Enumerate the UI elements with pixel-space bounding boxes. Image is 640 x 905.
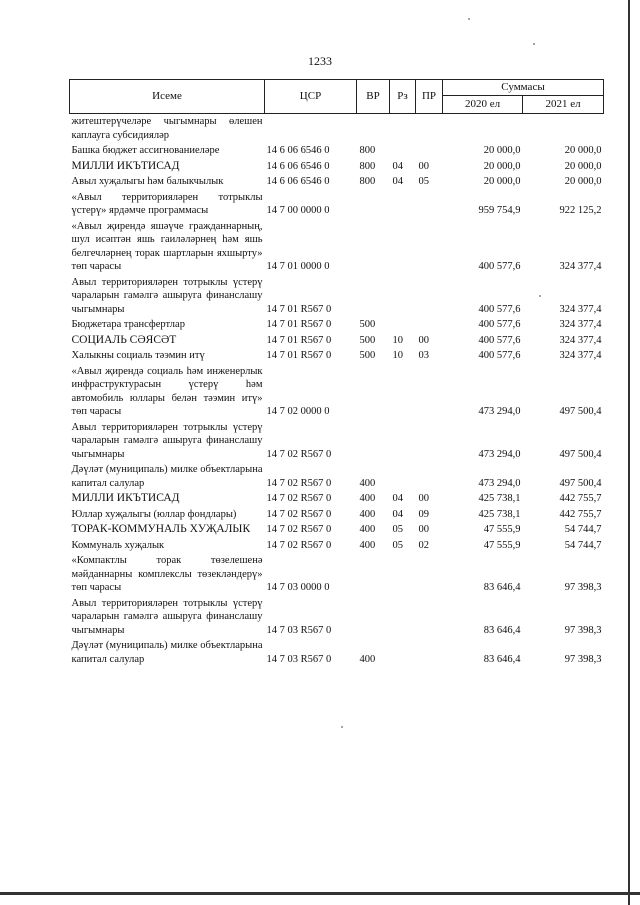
row-vr: 800 (359, 145, 376, 156)
row-csr-code: 14 7 02 R567 0 (266, 539, 332, 551)
row-sum-2021: 324 377,4 (559, 334, 602, 346)
table-row (70, 638, 604, 667)
row-vr: 800 (359, 160, 376, 172)
row-name: МИЛЛИ ИКЪТИСАД (71, 492, 180, 504)
row-sum-2020: 47 555,9 (483, 524, 521, 535)
row-sum-2020: 83 646,4 (483, 582, 521, 593)
row-sum-2021: 97 398,3 (564, 653, 602, 665)
row-vr: 400 (359, 653, 376, 665)
table-row (70, 420, 604, 463)
row-sum-2020: 425 738,1 (478, 508, 521, 520)
table-row (70, 190, 604, 219)
row-sum-2021: 54 744,7 (564, 524, 602, 535)
page-number: 1233 (308, 54, 332, 68)
row-name: «Компактлы торак төзелешенә мәйданнарны комплекслы төзекләндерү» төп чарасы (71, 555, 263, 593)
row-csr-code: 14 7 03 R567 0 (266, 653, 332, 665)
row-vr: 500 (359, 350, 376, 361)
row-pr: 00 (418, 493, 429, 504)
header-csr: ЦСР (265, 80, 357, 114)
row-sum-2021: 324 377,4 (559, 261, 602, 272)
row-pr: 00 (418, 334, 429, 346)
row-pr: 00 (418, 524, 429, 535)
row-sum-2020: 400 577,6 (478, 350, 521, 361)
row-rz: 04 (392, 160, 403, 172)
row-sum-2020: 400 577,6 (478, 303, 521, 315)
row-name: Халыкны социаль тәэмин итү (71, 350, 205, 361)
row-sum-2020: 959 754,9 (478, 205, 521, 216)
row-pr (416, 275, 443, 318)
row-vr: 800 (359, 176, 376, 187)
table-row (70, 522, 604, 538)
row-rz (390, 317, 416, 333)
row-csr-code: 14 7 01 0000 0 (266, 261, 330, 272)
row-sum-2021: 922 125,2 (559, 205, 602, 216)
table-row (70, 174, 604, 190)
row-name: Авыл территорияләрен тотрыклы үстерү чараларын гамәлгә ашыруга финанслашу чыгымнары (71, 276, 263, 315)
row-sum-2020: 400 577,6 (478, 334, 521, 346)
row-name: Дәүләт (муниципаль) милке объектларына капитал салулар (71, 464, 263, 489)
header-sums: Суммасы (443, 80, 604, 96)
row-name: ТОРАК-КОММУНАЛЬ ХУҖАЛЫК (71, 523, 251, 535)
row-vr (357, 275, 390, 318)
row-rz (390, 420, 416, 463)
row-pr (416, 364, 443, 420)
row-vr (357, 596, 390, 639)
row-name: житештерүчеләре чыгымнары өлешен каплауга субсидияләр (71, 116, 263, 141)
header-year-2021: 2021 ел (523, 96, 604, 114)
table-row (70, 364, 604, 420)
row-name: МИЛЛИ ИКЪТИСАД (71, 159, 180, 172)
row-vr: 400 (359, 524, 376, 535)
row-pr (416, 219, 443, 275)
row-sum-2021: 324 377,4 (559, 319, 602, 330)
scan-edge-right (628, 0, 630, 905)
row-csr-code: 14 6 06 6546 0 (266, 176, 330, 187)
row-name: Дәүләт (муниципаль) милке объектларына капитал салулар (71, 640, 263, 665)
row-csr-code: 14 6 06 6546 0 (266, 145, 330, 156)
table-row (70, 143, 604, 159)
row-sum-2020: 83 646,4 (483, 653, 521, 665)
row-sum-2020: 473 294,0 (478, 448, 521, 460)
header-vr: ВР (357, 80, 390, 114)
row-sum-2020: 400 577,6 (478, 261, 521, 272)
row-pr: 00 (418, 160, 429, 172)
row-vr (357, 553, 390, 596)
row-rz: 05 (392, 539, 403, 551)
row-pr (416, 114, 443, 144)
row-pr: 05 (418, 176, 429, 187)
table-row (70, 553, 604, 596)
scan-edge-bottom (0, 892, 640, 895)
scan-speck (468, 18, 470, 20)
header-name: Исеме (70, 80, 265, 114)
row-sum-2020: 83 646,4 (483, 624, 521, 636)
row-csr-code (265, 114, 357, 144)
row-pr (416, 553, 443, 596)
row-vr: 400 (359, 508, 376, 520)
row-rz (390, 462, 416, 491)
row-sum-2020: 400 577,6 (478, 319, 521, 330)
table-row (70, 114, 604, 144)
row-csr-code: 14 7 00 0000 0 (266, 205, 330, 216)
row-name: «Авыл территорияләрен тотрыклы үстерү» ярдәмче программасы (71, 191, 263, 216)
table-row (70, 219, 604, 275)
budget-table (69, 79, 604, 667)
row-pr: 09 (418, 508, 429, 520)
row-sum-2021: 442 755,7 (559, 493, 602, 504)
row-pr (416, 596, 443, 639)
row-sum-2020: 473 294,0 (478, 477, 521, 489)
row-sum-2020: 20 000,0 (483, 160, 521, 172)
row-rz (390, 190, 416, 219)
table-row (70, 333, 604, 349)
header-rz: Рз (390, 80, 416, 114)
row-sum-2021: 20 000,0 (564, 160, 602, 172)
row-rz (390, 275, 416, 318)
row-rz (390, 553, 416, 596)
table-row (70, 275, 604, 318)
row-name: Авыл хуҗалыгы һәм балыкчылык (71, 176, 224, 187)
row-sum-2020: 20 000,0 (483, 145, 521, 156)
row-pr: 02 (418, 539, 429, 551)
row-vr: 500 (359, 334, 376, 346)
row-sum-2021: 20 000,0 (564, 176, 602, 187)
row-sum-2021: 324 377,4 (559, 303, 602, 315)
row-vr (357, 114, 390, 144)
row-name: Юллар хуҗалыгы (юллар фондлары) (71, 508, 237, 520)
table-row (70, 596, 604, 639)
row-pr (416, 143, 443, 159)
row-vr: 400 (359, 493, 376, 504)
row-sum-2021: 442 755,7 (559, 508, 602, 520)
table-row (70, 462, 604, 491)
row-vr: 400 (359, 477, 376, 489)
row-rz: 04 (392, 176, 403, 187)
row-sum-2021 (523, 114, 604, 144)
row-pr (416, 638, 443, 667)
table-row (70, 538, 604, 554)
row-sum-2021: 497 500,4 (559, 448, 602, 460)
table-body (70, 114, 604, 668)
row-vr (357, 420, 390, 463)
row-rz: 10 (392, 350, 403, 361)
row-csr-code: 14 7 01 R567 0 (266, 319, 332, 330)
scan-speck (533, 43, 535, 45)
row-pr (416, 420, 443, 463)
scan-speck (341, 726, 343, 728)
row-csr-code: 14 7 02 0000 0 (266, 406, 330, 417)
row-pr: 03 (418, 350, 429, 361)
row-csr-code: 14 7 02 R567 0 (266, 493, 332, 504)
row-vr (357, 219, 390, 275)
header-pr: ПР (416, 80, 443, 114)
row-vr (357, 364, 390, 420)
row-rz: 05 (392, 524, 403, 535)
table-row (70, 317, 604, 333)
row-vr: 400 (359, 539, 376, 551)
row-csr-code: 14 7 02 R567 0 (266, 448, 332, 460)
header-year-2020: 2020 ел (443, 96, 523, 114)
table-row (70, 491, 604, 507)
table-row (70, 507, 604, 523)
row-sum-2020: 20 000,0 (483, 176, 521, 187)
row-sum-2021: 54 744,7 (564, 539, 602, 551)
row-pr (416, 317, 443, 333)
row-sum-2021: 97 398,3 (564, 624, 602, 636)
row-csr-code: 14 7 02 R567 0 (266, 508, 332, 520)
row-name: Башка бюджет ассигнованиеләре (71, 145, 220, 156)
row-vr (357, 190, 390, 219)
row-name: «Авыл җирендә социаль һәм инженерлык инфраструктурасын үстерү һәм автомобиль юллары белән тәэмин итү» төп чарасы (71, 365, 263, 417)
row-name: Коммуналь хуҗалык (71, 539, 165, 551)
row-csr-code: 14 7 03 0000 0 (266, 582, 330, 593)
row-sum-2021: 97 398,3 (564, 582, 602, 593)
row-sum-2020: 425 738,1 (478, 493, 521, 504)
row-name: Бюджетара трансфертлар (71, 319, 185, 330)
row-rz (390, 596, 416, 639)
row-rz: 10 (392, 334, 403, 346)
row-rz (390, 219, 416, 275)
table-header (70, 80, 604, 114)
scan-speck (539, 295, 541, 297)
row-sum-2021: 497 500,4 (559, 477, 602, 489)
row-name: Авыл территорияләрен тотрыклы үстерү чараларын гамәлгә ашыруга финанслашу чыгымнары (71, 421, 263, 460)
row-sum-2020 (443, 114, 523, 144)
row-csr-code: 14 7 02 R567 0 (266, 524, 332, 535)
row-pr (416, 190, 443, 219)
row-sum-2020: 473 294,0 (478, 406, 521, 417)
table-row (70, 159, 604, 175)
row-vr: 500 (359, 319, 376, 330)
row-rz: 04 (392, 508, 403, 520)
row-name: «Авыл җирендә яшәүче гражданнарның, шул исәптән яшь гаиләләрнең һәм яшь белгечләрнең торак шартларын яхшырту» төп чарасы (71, 220, 263, 272)
row-csr-code: 14 7 01 R567 0 (266, 350, 332, 361)
table-row (70, 348, 604, 364)
row-csr-code: 14 7 01 R567 0 (266, 303, 332, 315)
row-rz (390, 114, 416, 144)
row-rz (390, 364, 416, 420)
row-csr-code: 14 7 03 R567 0 (266, 624, 332, 636)
row-sum-2021: 20 000,0 (564, 145, 602, 156)
row-csr-code: 14 7 01 R567 0 (266, 334, 332, 346)
row-sum-2021: 324 377,4 (559, 350, 602, 361)
row-rz (390, 638, 416, 667)
row-csr-code: 14 6 06 6546 0 (266, 160, 330, 172)
row-csr-code: 14 7 02 R567 0 (266, 477, 332, 489)
row-name: Авыл территорияләрен тотрыклы үстерү чараларын гамәлгә ашыруга финанслашу чыгымнары (71, 597, 263, 636)
row-pr (416, 462, 443, 491)
row-sum-2020: 47 555,9 (483, 539, 521, 551)
row-name: СОЦИАЛЬ СӘЯСӘТ (71, 333, 177, 346)
row-sum-2021: 497 500,4 (559, 406, 602, 417)
row-rz (390, 143, 416, 159)
row-rz: 04 (392, 493, 403, 504)
